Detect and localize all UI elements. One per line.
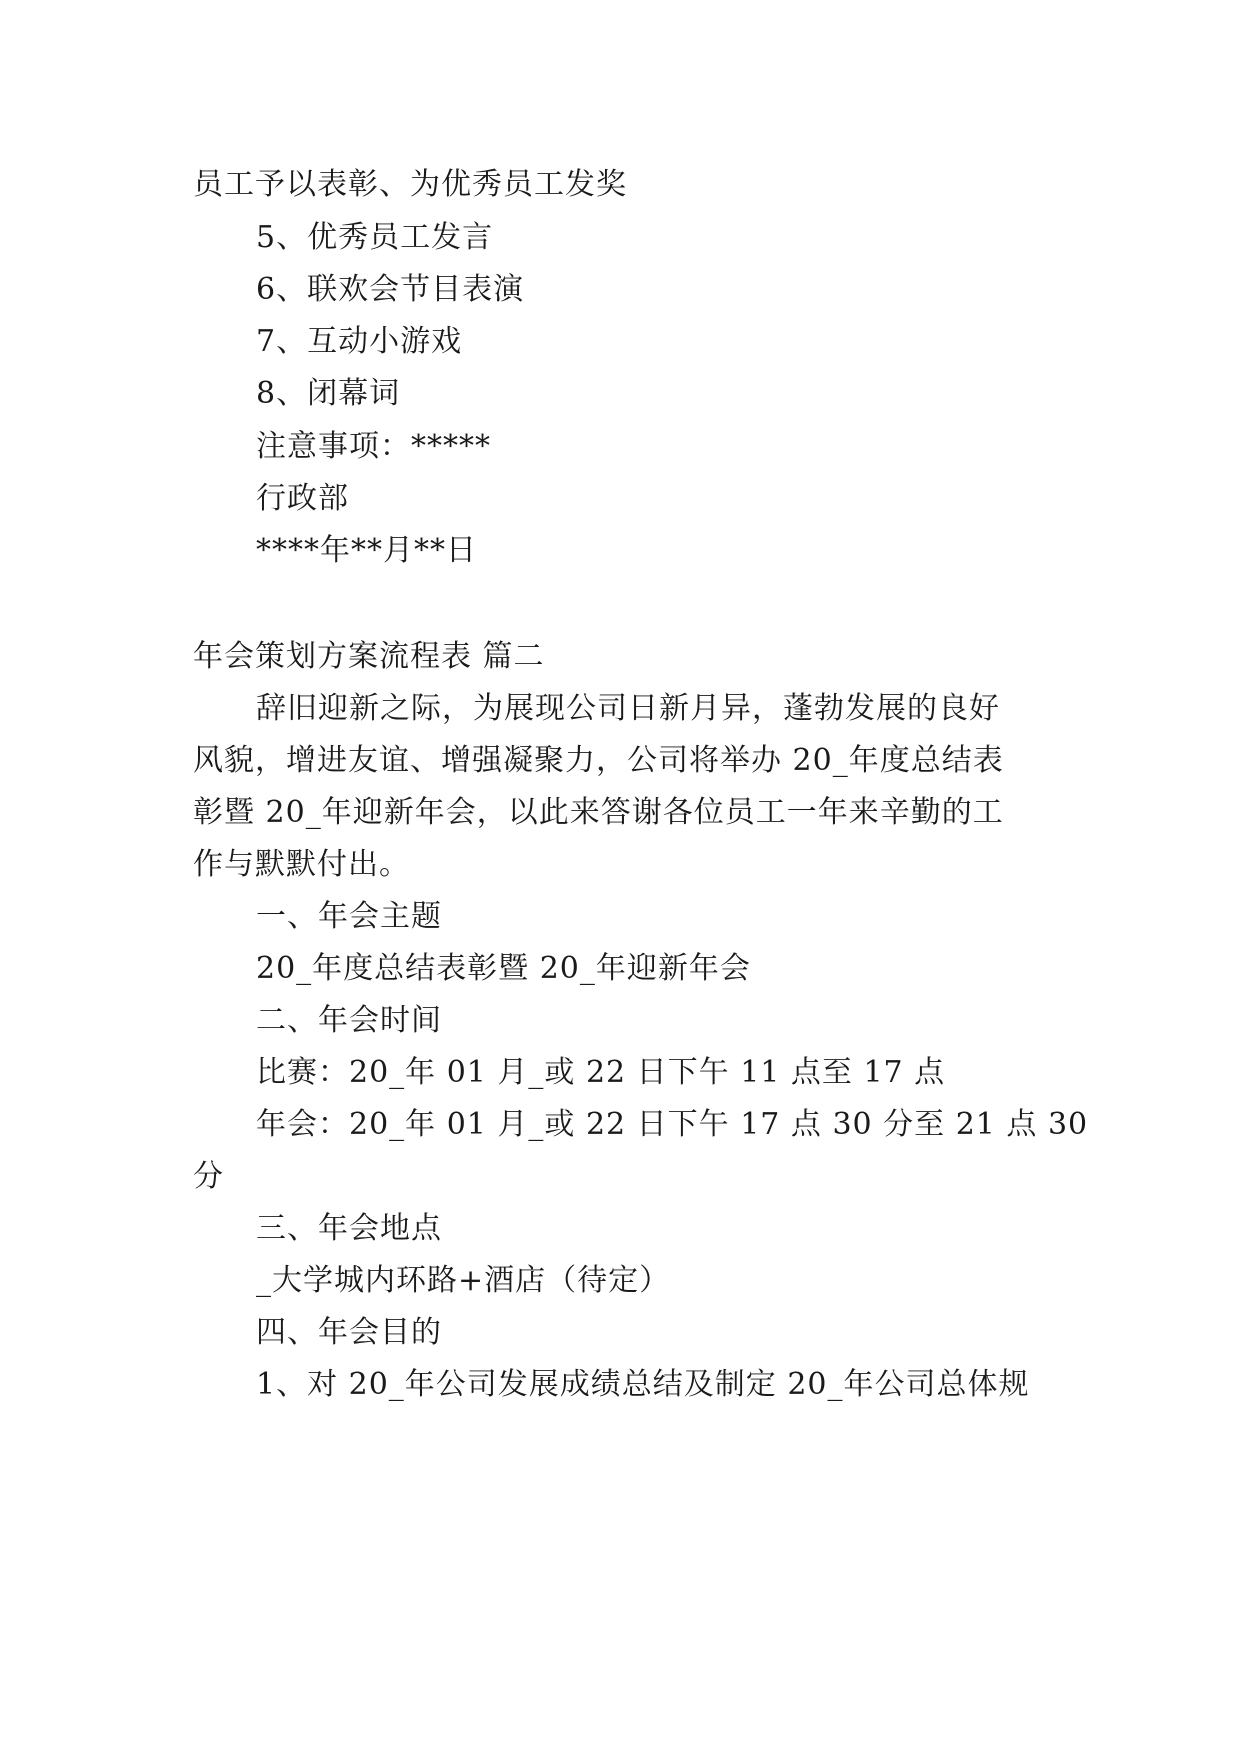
paragraph-line: 风貌，增进友谊、增强凝聚力，公司将举办 20_年度总结表 [193, 743, 1004, 778]
list-item: 1、对 20_年公司发展成绩总结及制定 20_年公司总体规 [256, 1367, 1030, 1402]
paragraph-line: 彰暨 20_年迎新年会，以此来答谢各位员工一年来辛勤的工 [193, 795, 1004, 830]
list-item: 6、联欢会节目表演 [256, 272, 525, 307]
paragraph-line: 辞旧迎新之际，为展现公司日新月异，蓬勃发展的良好 [256, 691, 1000, 726]
text-line: 年会：20_年 01 月_或 22 日下午 17 点 30 分至 21 点 30 [256, 1107, 1089, 1142]
paragraph-line: 作与默默付出。 [193, 847, 410, 882]
list-item: 5、优秀员工发言 [256, 220, 494, 255]
text-line: 20_年度总结表彰暨 20_年迎新年会 [256, 951, 751, 986]
text-line: 员工予以表彰、为优秀员工发奖 [193, 167, 627, 202]
section-title: 年会策划方案流程表 篇二 [193, 639, 545, 674]
heading-purpose: 四、年会目的 [256, 1315, 442, 1350]
notice-line: 注意事项：***** [256, 429, 491, 464]
list-item: 8、闭幕词 [256, 376, 401, 411]
signature-date: ****年**月**日 [256, 533, 477, 568]
text-line: 比赛：20_年 01 月_或 22 日下午 11 点至 17 点 [256, 1055, 946, 1090]
text-line: _大学城内环路+酒店（待定） [256, 1263, 671, 1298]
heading-time: 二、年会时间 [256, 1003, 442, 1038]
heading-location: 三、年会地点 [256, 1211, 442, 1246]
text-line: 分 [193, 1159, 224, 1194]
signature-dept: 行政部 [256, 481, 349, 516]
list-item: 7、互动小游戏 [256, 324, 463, 359]
heading-theme: 一、年会主题 [256, 899, 442, 934]
